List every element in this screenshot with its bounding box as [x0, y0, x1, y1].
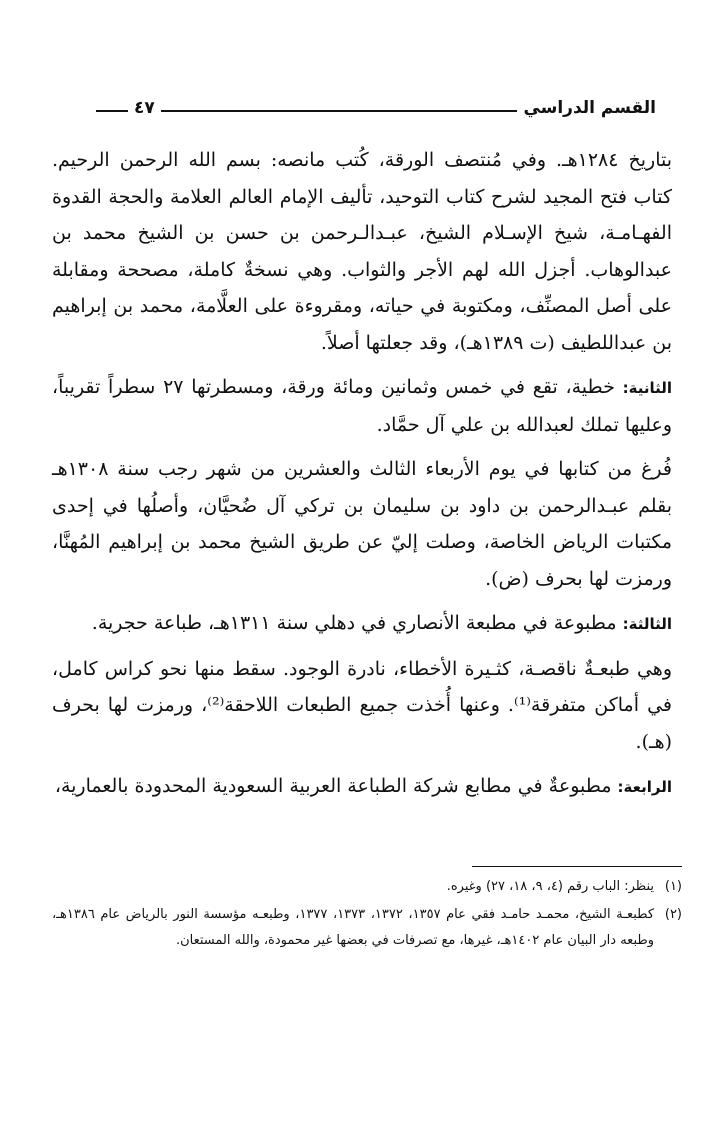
paragraph-text: خطية، تقع في خمس وثمانين ومائة ورقة، ومسطرتها ٢٧ سطراً تقريباً، وعليها تملك لعبدالله بن علي آل حمَّاد.	[52, 376, 672, 436]
footnotes	[52, 874, 682, 956]
running-header	[96, 88, 656, 118]
paragraph-label: الثالثة:	[622, 615, 672, 633]
paragraph-text: مطبوعة في مطبعة الأنصاري في دهلي سنة ١٣١١هـ، طباعة حجرية.	[91, 612, 617, 634]
paragraph-label: الرابعة:	[617, 778, 672, 796]
footnote-text: كطبعـة الشيخ، محمـد حامـد فقي عام ١٣٥٧، ١٣٧٢، ١٣٧٣، ١٣٧٧، وطبعـه مؤسسة النور بالرياض عام ١٣٨٦هـ، وطبعه دار البيان عام ١٤٠٢هـ، غيرها، مع تصرفات في بعضها غير محمودة، والله المستعان.	[52, 907, 655, 948]
footnote	[52, 902, 682, 954]
paragraph-text: وهي طبعـةٌ ناقصـة، كثـيرة الأخطاء، نادرة الوجود. سقط منها نحو كراس كامل، في أماكن متفرقة⁽¹⁾. وعنها أُخذت جميع الطبعات اللاحقة⁽²⁾، ورمزت لها بحرف (هـ).	[52, 657, 672, 753]
paragraph-text: مطبوعةٌ في مطابع شركة الطباعة العربية السعودية المحدودة بالعمارية،	[54, 775, 612, 797]
footnote	[52, 874, 682, 900]
paragraph-text: بتاريخ ١٢٨٤هـ. وفي مُنتصف الورقة، كُتب مانصه: بسم الله الرحمن الرحيم. كتاب فتح المجيد لشرح كتاب التوحيد، تأليف الإمام العالم العلامة والحجة القدوة الفهـامـة، شيخ الإسـلام الشيخ، عبـدالـرحمن بن حسن بن الشيخ محمد بن عبدالوهاب. أجزل الله لهم الأجر والثواب. وهي نسخةٌ كاملة، مصححة ومقابلة على أصل المصنِّف، ومكتوبة في حياته، ومقروءة على العلَّامة، محمد بن إبراهيم بن عبداللطيف (ت ١٣٨٩هـ)، وقد جعلتها أصلاً.	[52, 149, 673, 354]
footnote-separator	[472, 866, 682, 867]
paragraph	[52, 142, 672, 361]
paragraph-label: الثانية:	[622, 379, 672, 397]
header-rule-tail	[96, 110, 128, 112]
paragraph	[52, 605, 672, 643]
header-rule	[161, 110, 518, 112]
paragraph	[52, 369, 672, 443]
footnote-text: ينظر: الباب رقم (٤، ٩، ١٨، ٢٧) وغيره.	[446, 879, 654, 894]
body-text	[52, 142, 672, 814]
footnote-number: (٢)	[664, 907, 682, 922]
paragraph-text: فُرغ من كتابها في يوم الأربعاء الثالث والعشرين من شهر رجب سنة ١٣٠٨هـ بقلم عبـدالرحمن بن داود بن سليمان بن تركي آل ضُحيَّان، وأصلُها في إحدى مكتبات الرياض الخاصة، وصلت إليّ عن طريق الشيخ محمد بن إبراهيم المُهنَّا، ورمزت لها بحرف (ض).	[52, 458, 672, 590]
paragraph	[52, 451, 672, 597]
footnote-number: (١)	[664, 879, 682, 894]
paragraph	[52, 651, 672, 761]
section-title: القسم الدراسي	[523, 98, 656, 118]
paragraph	[52, 768, 672, 806]
page-number: ٤٧	[134, 98, 155, 118]
